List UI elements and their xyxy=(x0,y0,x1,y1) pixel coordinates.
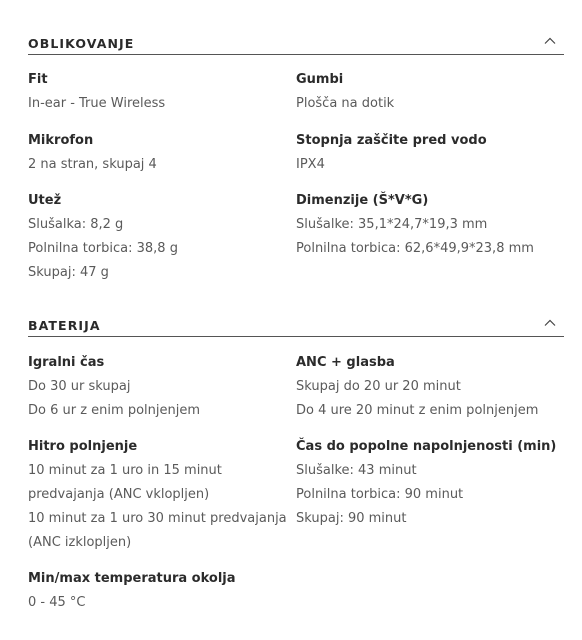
spec-label: Hitro polnjenje xyxy=(28,439,138,454)
spec-water-protection xyxy=(296,129,564,177)
spec-label: Igralni čas xyxy=(28,355,105,370)
spec-value: Skupaj do 20 ur 20 minut xyxy=(296,379,461,394)
spec-value: Do 6 ur z enim polnjenjem xyxy=(28,403,200,418)
spec-label: Utež xyxy=(28,193,62,208)
spec-igralni-cas xyxy=(28,351,296,423)
spec-fit xyxy=(28,68,296,116)
spec-value: (ANC izklopljen) xyxy=(28,535,132,550)
spec-label: Mikrofon xyxy=(28,133,94,148)
spec-value: Slušalke: 35,1*24,7*19,3 mm xyxy=(296,217,488,232)
spec-value: Do 4 ure 20 minut z enim polnjenjem xyxy=(296,403,539,418)
spec-temperature xyxy=(28,567,296,615)
spec-label: Min/max temperatura okolja xyxy=(28,571,236,586)
section-baterija xyxy=(28,315,564,610)
spec-value: IPX4 xyxy=(296,157,325,172)
spec-label: Fit xyxy=(28,72,48,87)
spec-value: 0 - 45 °C xyxy=(28,595,86,610)
spec-value: 2 na stran, skupaj 4 xyxy=(28,157,157,172)
spec-gumbi xyxy=(296,68,564,116)
spec-charge-time xyxy=(296,435,564,531)
spec-anc-glasba xyxy=(296,351,564,423)
spec-value: predvajanja (ANC vklopljen) xyxy=(28,487,210,502)
spec-value: Polnilna torbica: 38,8 g xyxy=(28,241,178,256)
spec-label: ANC + glasba xyxy=(296,355,395,370)
chevron-up-icon[interactable] xyxy=(544,317,556,329)
spec-value: Skupaj: 47 g xyxy=(28,265,109,280)
section-oblikovanje xyxy=(28,33,564,280)
spec-label: Dimenzije (Š*V*G) xyxy=(296,193,429,208)
spec-value: 10 minut za 1 uro in 15 minut xyxy=(28,463,222,478)
spec-value: Polnilna torbica: 90 minut xyxy=(296,487,464,502)
spec-label: Gumbi xyxy=(296,72,344,87)
spec-value: Slušalka: 8,2 g xyxy=(28,217,124,232)
section-header-baterija[interactable] xyxy=(28,315,564,337)
spec-dimenzije xyxy=(296,189,564,261)
spec-label: Čas do popolne napolnjenosti (min) xyxy=(296,439,557,454)
spec-mikrofon xyxy=(28,129,296,177)
section-divider xyxy=(28,336,564,337)
section-title: BATERIJA xyxy=(28,318,101,333)
spec-value: 10 minut za 1 uro 30 minut predvajanja xyxy=(28,511,287,526)
spec-value: Polnilna torbica: 62,6*49,9*23,8 mm xyxy=(296,241,534,256)
section-title: OBLIKOVANJE xyxy=(28,36,135,51)
spec-value: Slušalke: 43 minut xyxy=(296,463,417,478)
spec-hitro-polnjenje xyxy=(28,435,296,555)
section-header-oblikovanje[interactable] xyxy=(28,33,564,55)
spec-label: Stopnja zaščite pred vodo xyxy=(296,133,487,148)
spec-value: Plošča na dotik xyxy=(296,96,395,111)
spec-utez xyxy=(28,189,296,285)
section-divider xyxy=(28,54,564,55)
spec-value: Do 30 ur skupaj xyxy=(28,379,131,394)
spec-value: In-ear - True Wireless xyxy=(28,96,166,111)
chevron-up-icon[interactable] xyxy=(544,35,556,47)
spec-value: Skupaj: 90 minut xyxy=(296,511,407,526)
